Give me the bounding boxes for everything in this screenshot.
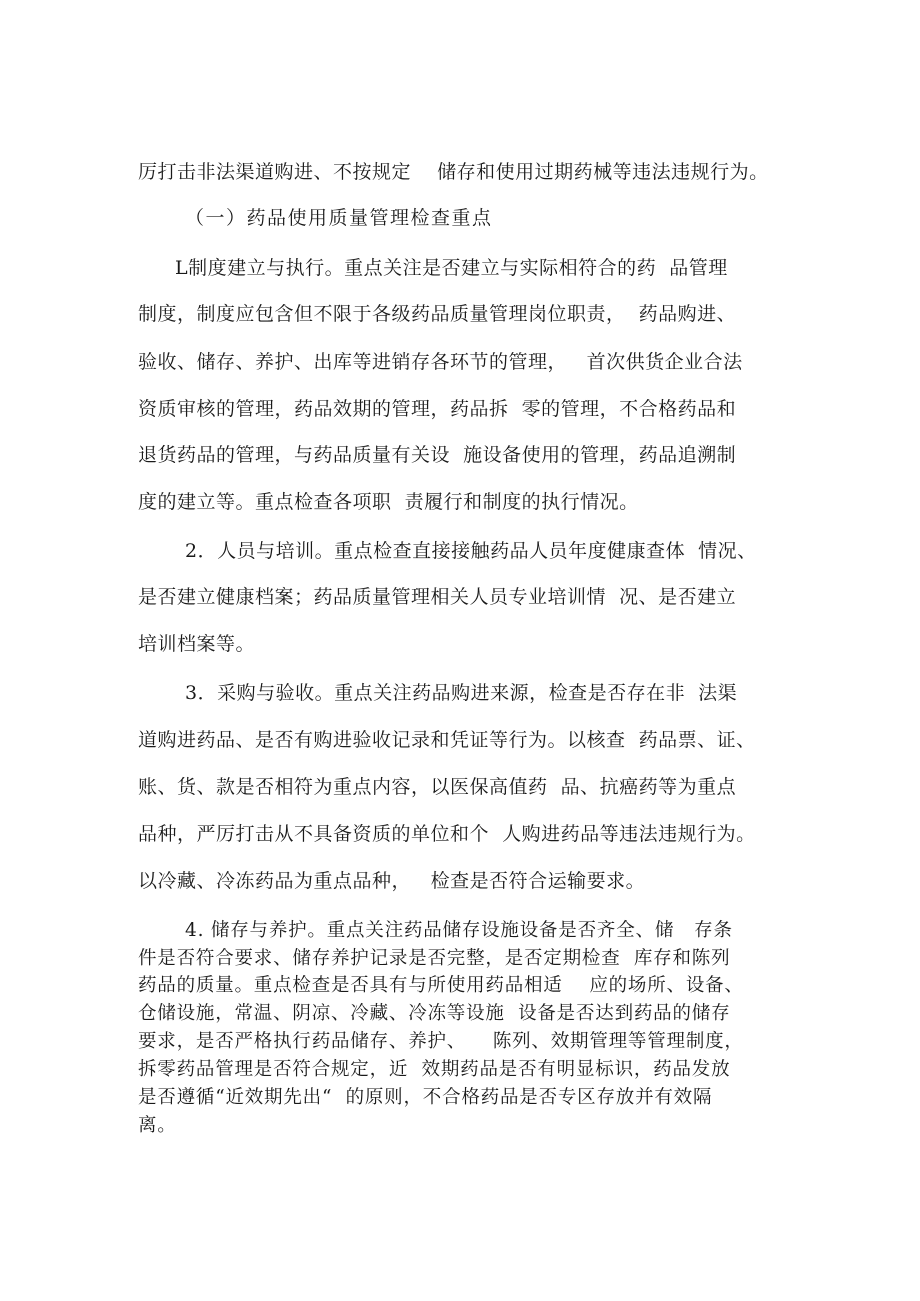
- item-4-line-1: 4. 储存与养护。重点关注药品储存设施设备是否齐全、储 存条: [185, 920, 733, 941]
- item-4-line-4: 仓储设施，常温、阴凉、冷藏、冷冻等设施 设备是否达到药品的储存: [138, 1003, 731, 1024]
- item-4-line-5: 要求，是否严格执行药品储存、养护、 陈列、效期管理等管理制度，: [138, 1031, 744, 1052]
- item-2-line-1: 2．人员与培训。重点检查直接接触药品人员年度健康查体 情况、: [185, 540, 757, 562]
- item-1-line-4: 资质审核的管理，药品效期的管理，药品拆 零的管理，不合格药品和: [138, 398, 737, 420]
- item-3-line-2: 道购进药品、是否有购进验收记录和凭证等行为。以核查 药品票、证、: [138, 729, 756, 751]
- item-1-line-2: 制度，制度应包含但不限于各级药品质量管理岗位职责， 药品购进、: [138, 303, 737, 325]
- item-4-line-2: 件是否符合要求、储存养护记录是否完整，是否定期检查 库存和陈列: [138, 948, 731, 969]
- item-4-line-8: 离。: [138, 1115, 177, 1136]
- item-3-line-4: 品种，严厉打击从不具备资质的单位和个 人购进药品等违法违规行为。: [138, 823, 756, 845]
- item-4-line-6: 拆零药品管理是否符合规定，近 效期药品是否有明显标识，药品发放: [138, 1059, 731, 1080]
- item-2-line-2: 是否建立健康档案；药品质量管理相关人员专业培训情 况、是否建立: [138, 586, 737, 608]
- section-heading: （一）药品使用质量管理检查重点: [185, 207, 493, 229]
- item-4-line-3: 药品的质量。重点检查是否具有与所使用药品相适 应的场所、设备、: [138, 975, 744, 996]
- item-3-line-1: 3．采购与验收。重点关注药品购进来源，检查是否存在非 法渠: [185, 682, 738, 704]
- item-3-line-3: 账、货、款是否相符为重点内容，以医保高值药 品、抗癌药等为重点: [138, 776, 737, 798]
- item-3-line-5: 以冷藏、冷冻药品为重点品种， 检查是否符合运输要求。: [138, 870, 646, 892]
- item-4-line-7: 是否遵循“近效期先出“ 的原则，不合格药品是否专区存放并有效隔: [138, 1087, 713, 1108]
- item-1-line-1: L制度建立与执行。重点关注是否建立与实际相符合的药 品管理: [175, 257, 728, 279]
- item-2-line-3: 培训档案等。: [138, 633, 256, 655]
- item-1-line-5: 退货药品的管理，与药品质量有关设 施设备使用的管理，药品追溯制: [138, 444, 737, 466]
- intro-line-1: 厉打击非法渠道购进、不按规定 储存和使用过期药械等违法违规行为。: [138, 161, 769, 183]
- item-1-line-6: 度的建立等。重点检查各项职 责履行和制度的执行情况。: [138, 491, 639, 513]
- item-1-line-3: 验收、储存、养护、出库等进销存各环节的管理， 首次供货企业合法: [138, 351, 743, 373]
